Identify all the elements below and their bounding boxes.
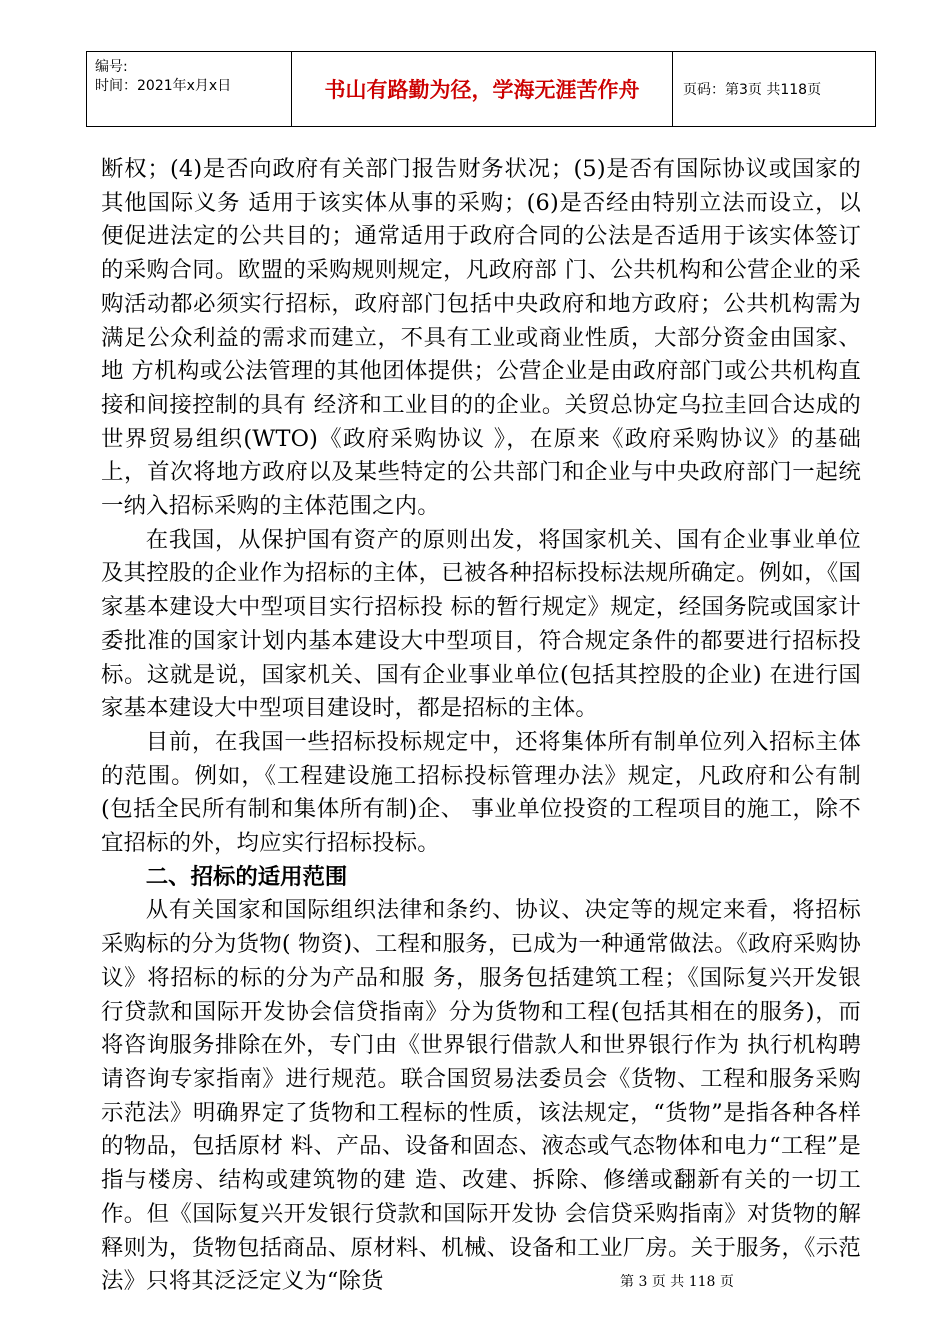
header-page-code: 页码：第3页 共118页 [673, 52, 876, 127]
paragraph-2: 在我国，从保护国有资产的原则出发，将国家机关、国有企业事业单位及其控股的企业作为招标的主体，已被各种招标投标法规所确定。例如，《国家基本建设大中型项目实行招标投 标的暂行规定》规定，经国务院或国家计委批准的国家计划内基本建设大中型项目，符合规定条件的都要进行招标投标。这就是说，国家机关、国有企业事业单位(包括其控股的企业) 在进行国家基本建设大中型项目建设时，都是招标的主体。 [101, 526, 861, 722]
document-date-label: 时间：2021年x月x日 [95, 78, 232, 94]
paragraph-3: 目前，在我国一些招标投标规定中，还将集体所有制单位列入招标主体的范围。例如，《工程建设施工招标投标管理办法》规定，凡政府和公有制(包括全民所有制和集体所有制)企、 事业单位投资的工程项目的施工，除不宜招标的外，均应实行招标投标。 [101, 728, 861, 857]
paragraph-4: 从有关国家和国际组织法律和条约、协议、决定等的规定来看，将招标采购标的分为货物( 物资)、工程和服务，已成为一种通常做法。《政府采购协议》将招标的标的分为产品和服 务，服务包括建筑工程；《国际复兴开发银行贷款和国际开发协会信贷指南》分为货物和工程(包括其相在的服务)，而将咨询服务排除在外，专门由《世界银行借款人和世界银行作为 执行机构聘请咨询专家指南》进行规范。联合国贸易法委员会《货物、工程和服务采购示范法》明确界定了货物和工程标的性质，该法规定，“货物”是指各种各样的物品，包括原材 料、产品、设备和固态、液态或气态物体和电力“工程”是指与楼房、结构或建筑物的建 造、改建、拆除、修缮或翻新有关的一切工作。但《国际复兴开发银行贷款和国际开发协 会信贷采购指南》对货物的解释则为，货物包括商品、原材料、机械、设备和工业厂房。关于服务，《示范法》只将其泛泛定义为“除货 [101, 897, 861, 1295]
document-number-label: 编号: [95, 59, 128, 75]
section-heading: 二、招标的适用范围 [145, 863, 348, 890]
page-footer: 第 3 页 共 118 页 [620, 1274, 734, 1290]
header-motto: 书山有路勤为径，学海无涯苦作舟 [292, 52, 673, 127]
paragraph-1: 断权；(4)是否向政府有关部门报告财务状况；(5)是否有国际协议或国家的其他国际义务 适用于该实体从事的采购；(6)是否经由特别立法而设立，以便促进法定的公共目的；通常适用于政府合同的公法是否适用于该实体签订的采购合同。欧盟的采购规则规定，凡政府部 门、公共机构和公营企业的采购活动都必须实行招标，政府部门包括中央政府和地方政府；公共机构需为满足公众利益的需求而建立，不具有工业或商业性质，大部分资金由国家、地 方机构或公法管理的其他团体提供；公营企业是由政府部门或公共机构直接和间接控制的具有 经济和工业目的的企业。关贸总协定乌拉圭回合达成的世界贸易组织(WTO)《政府采购协议 》，在原来《政府采购协议》的基础上，首次将地方政府以及某些特定的公共部门和企业与中央政府部门一起统一纳入招标采购的主体范围之内。 [101, 156, 861, 520]
header-meta-cell [87, 52, 292, 127]
document-header [86, 51, 876, 127]
document-body [101, 153, 861, 1299]
